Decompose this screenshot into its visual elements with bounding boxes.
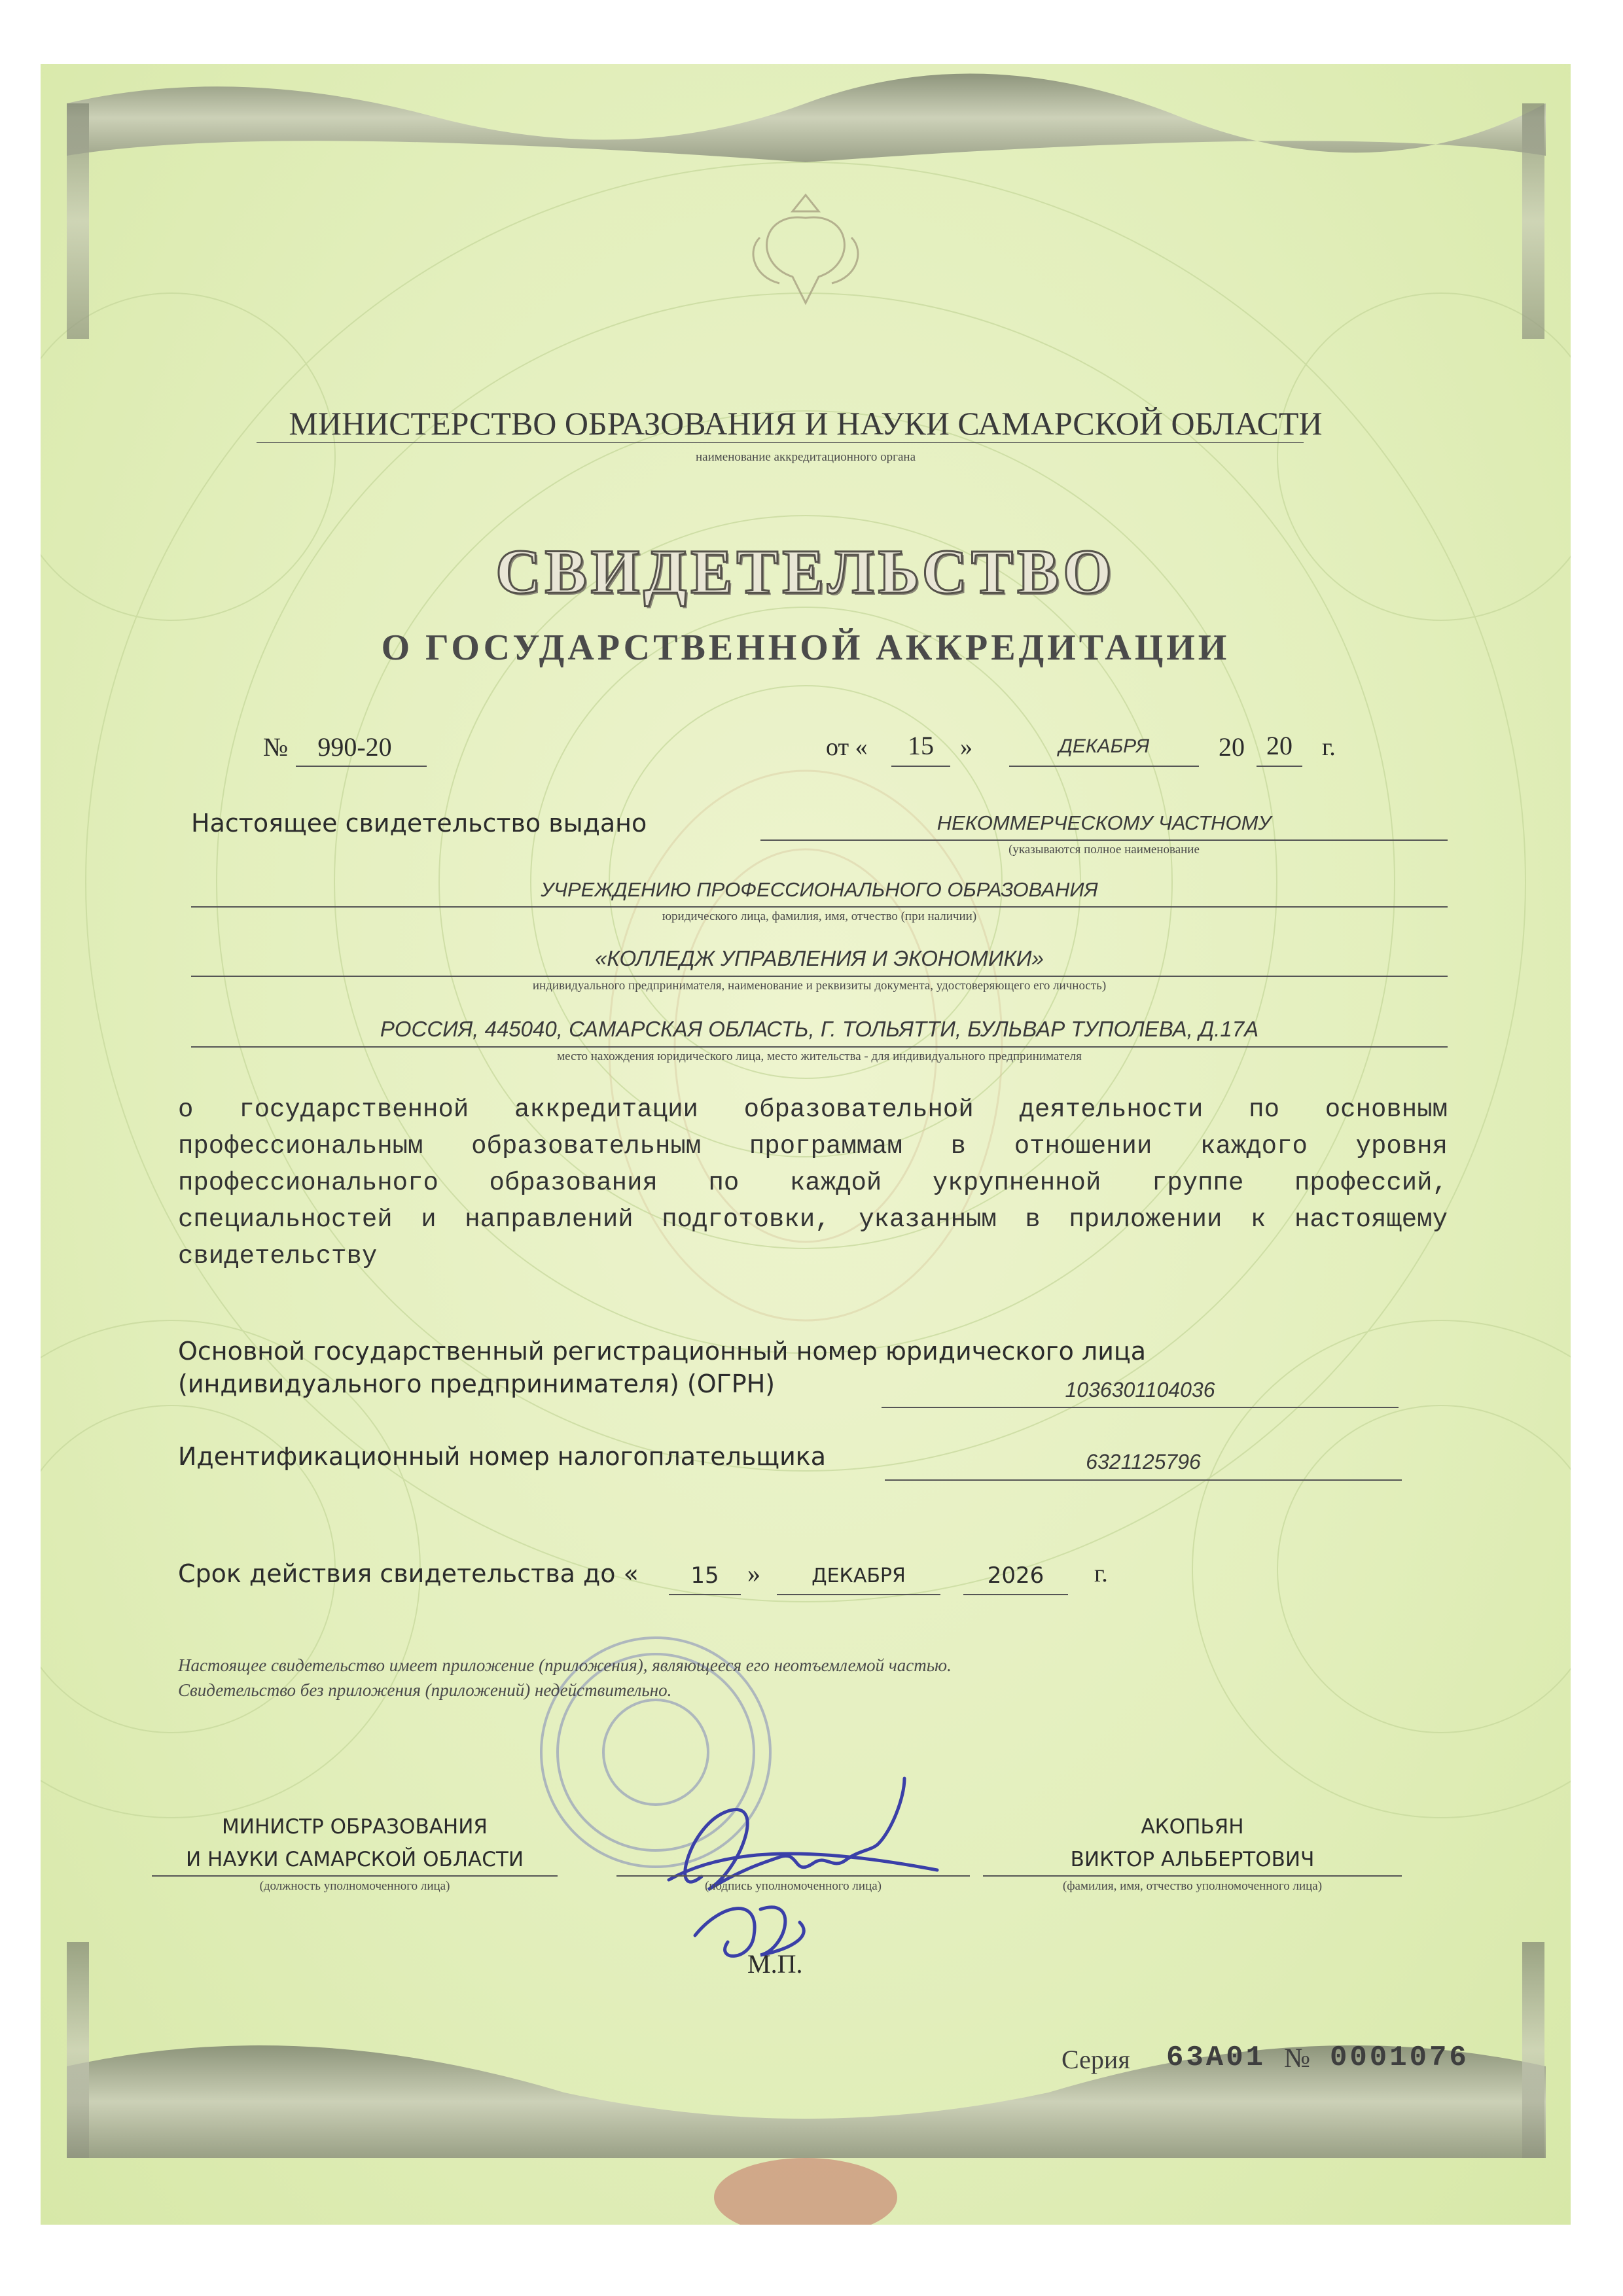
address: РОССИЯ, 445040, САМАРСКАЯ ОБЛАСТЬ, Г. ТОЛЬЯТТИ, БУЛЬВАР ТУПОЛЕВА, Д.17А [380,1017,1259,1041]
issue-date-prefix: от « [826,733,868,761]
certificate-number: 990-20 [317,732,392,762]
signatory-position-line1: МИНИСТР ОБРАЗОВАНИЯ [222,1815,488,1839]
certificate-sheet [41,64,1571,2225]
body-line: профессиональным образовательным программам в отношении каждого уровня [178,1132,1448,1161]
issuing-authority: МИНИСТЕРСТВО ОБРАЗОВАНИЯ И НАУКИ САМАРСКОЙ ОБЛАСТИ [289,405,1323,442]
issue-year-g: г. [1322,733,1336,761]
series-number-sign: № [1284,2043,1311,2074]
issue-year-prefix: 20 [1219,732,1245,762]
note-validity: Свидетельство без приложения (приложений) недействительно. [178,1680,672,1700]
document-subtitle: О ГОСУДАРСТВЕННОЙ АККРЕДИТАЦИИ [381,627,1230,668]
ogrn-value: 1036301104036 [1065,1378,1215,1402]
body-line: профессионального образования по каждой укрупненной группе профессий, [178,1169,1448,1197]
issued-to-line2: УЧРЕЖДЕНИЮ ПРОФЕССИОНАЛЬНОГО ОБРАЗОВАНИЯ [541,878,1098,901]
validity-mid: » [747,1559,760,1588]
validity-year: 2026 [987,1563,1044,1589]
note-appendix: Настоящее свидетельство имеет приложение (приложения), являющееся его неотъемлемой частью. [178,1655,952,1675]
series-label: Серия [1061,2045,1130,2074]
ogrn-label-line1: Основной государственный регистрационный номер юридического лица [178,1337,1147,1366]
series-number: 0001076 [1330,2041,1469,2074]
stamp-place-label: М.П. [747,1949,803,1979]
issued-to-caption2: юридического лица, фамилия, имя, отчество (при наличии) [662,910,977,923]
issued-to-label: Настоящее свидетельство выдано [191,809,647,838]
number-prefix: № [263,732,289,762]
coat-of-arms-icon [753,195,858,303]
validity-day: 15 [690,1563,719,1589]
inn-label: Идентификационный номер налогоплательщика [178,1442,827,1471]
authority-caption: наименование аккредитационного органа [695,450,916,464]
issue-date-mid: » [960,733,972,761]
issued-to-line1: НЕКОММЕРЧЕСКОМУ ЧАСТНОМУ [936,811,1272,834]
issue-year-suffix: 20 [1266,731,1293,760]
name-caption: (фамилия, имя, отчество уполномоченного лица) [1062,1879,1323,1893]
address-caption: место нахождения юридического лица, место жительства - для индивидуального предпринимателя [557,1050,1082,1063]
issued-to-line3: «КОЛЛЕДЖ УПРАВЛЕНИЯ И ЭКОНОМИКИ» [595,946,1044,970]
validity-month: ДЕКАБРЯ [812,1564,906,1587]
body-line: о государственной аккредитации образовательной деятельности по основным [178,1095,1448,1124]
body-line: специальностей и направлений подготовки, указанным в приложении к настоящему [178,1205,1448,1234]
position-caption: (должность уполномоченного лица) [259,1879,450,1893]
signatory-surname: АКОПЬЯН [1141,1815,1244,1839]
validity-label: Срок действия свидетельства до « [178,1559,639,1588]
issue-day: 15 [908,731,934,760]
signatory-name: ВИКТОР АЛЬБЕРТОВИЧ [1070,1848,1315,1871]
signature-caption: (подпись уполномоченного лица) [704,1879,882,1893]
body-line: свидетельству [178,1242,378,1271]
issued-to-caption3: индивидуального предпринимателя, наименование и реквизиты документа, удостоверяющего его личность) [532,979,1107,993]
document-title: СВИДЕТЕЛЬСТВО [495,537,1116,607]
ogrn-label-line2: (индивидуального предпринимателя) (ОГРН) [178,1369,776,1398]
accreditation-text [178,1091,1448,1275]
inn-value: 6321125796 [1086,1450,1201,1474]
signatory-position-line2: И НАУКИ САМАРСКОЙ ОБЛАСТИ [185,1848,524,1871]
validity-g: г. [1094,1560,1108,1587]
issue-month: ДЕКАБРЯ [1058,735,1150,757]
issued-to-caption1: (указываются полное наименование [1008,843,1200,857]
series-value: 63А01 [1166,2041,1266,2074]
